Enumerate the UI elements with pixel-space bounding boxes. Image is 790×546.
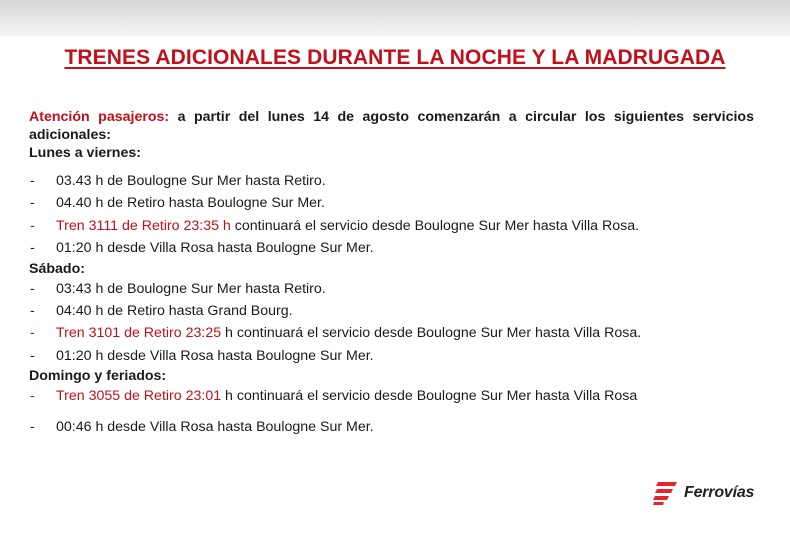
- bullet-dash: -: [30, 280, 35, 297]
- header-band: [0, 0, 790, 36]
- list-item: [29, 215, 754, 237]
- list-item: [29, 278, 754, 300]
- bullet-dash: -: [30, 195, 35, 212]
- bullet-dash: -: [30, 347, 35, 364]
- item-text: h continuará el servicio desde Boulogne Sur Mer hasta Villa Rosa.: [221, 325, 642, 342]
- saturday-list: [29, 278, 754, 368]
- item-highlight: Tren 3101 de Retiro 23:25: [56, 325, 222, 342]
- item-text: 04.40 h de Retiro hasta Boulogne Sur Mer.: [56, 195, 325, 212]
- list-item: [29, 300, 754, 322]
- list-item: [29, 345, 754, 367]
- bullet-dash: -: [30, 388, 35, 405]
- list-item: [29, 416, 754, 438]
- item-text: 03.43 h de Boulogne Sur Mer hasta Retiro.: [56, 173, 326, 189]
- intro-paragraph: [29, 108, 754, 144]
- bullet-dash: -: [30, 302, 35, 319]
- ferrovias-logo: [652, 478, 772, 508]
- item-text: 03:43 h de Boulogne Sur Mer hasta Retiro.: [56, 280, 326, 297]
- item-text: continuará el servicio desde Boulogne Sur Mer hasta Villa Rosa.: [230, 217, 640, 234]
- item-text: 01:20 h desde Villa Rosa hasta Boulogne Sur Mer.: [56, 347, 374, 364]
- bullet-dash: -: [30, 240, 35, 257]
- item-highlight: Tren 3055 de Retiro 23:01: [56, 388, 222, 405]
- bullet-dash: -: [30, 173, 35, 189]
- item-text: h continuará el servicio desde Boulogne Sur Mer hasta Villa Rosa: [221, 388, 638, 405]
- list-item: [29, 322, 754, 344]
- bullet-dash: -: [30, 217, 35, 234]
- page-title: TRENES ADICIONALES DURANTE LA NOCHE Y LA MADRUGADA: [64, 46, 726, 69]
- list-item: [29, 192, 754, 214]
- intro-text: a partir del lunes 14 de agosto comenzarán a circular los siguientes servicios adicionales:: [29, 109, 754, 143]
- weekdays-heading: Lunes a viernes:: [29, 145, 141, 161]
- item-text: 00:46 h desde Villa Rosa hasta Boulogne Sur Mer.: [56, 418, 374, 435]
- list-item: [29, 385, 754, 407]
- list-item: [29, 237, 754, 259]
- item-text: 01:20 h desde Villa Rosa hasta Boulogne Sur Mer.: [56, 240, 374, 257]
- announcement-body: [29, 108, 754, 438]
- weekdays-list: [29, 170, 754, 260]
- sunday-heading: Domingo y feriados:: [29, 368, 167, 385]
- sunday-list: [29, 385, 754, 438]
- item-text: 04:40 h de Retiro hasta Grand Bourg.: [56, 302, 293, 319]
- intro-label: Atención pasajeros:: [29, 109, 170, 125]
- logo-wordmark: Ferrovías: [684, 484, 755, 501]
- list-item: [29, 170, 754, 192]
- item-highlight: Tren 3111 de Retiro 23:35 h: [56, 217, 231, 234]
- saturday-heading: Sábado:: [29, 260, 85, 277]
- bullet-dash: -: [30, 325, 35, 342]
- ferrovias-logo-icon: [652, 479, 678, 507]
- bullet-dash: -: [30, 418, 35, 435]
